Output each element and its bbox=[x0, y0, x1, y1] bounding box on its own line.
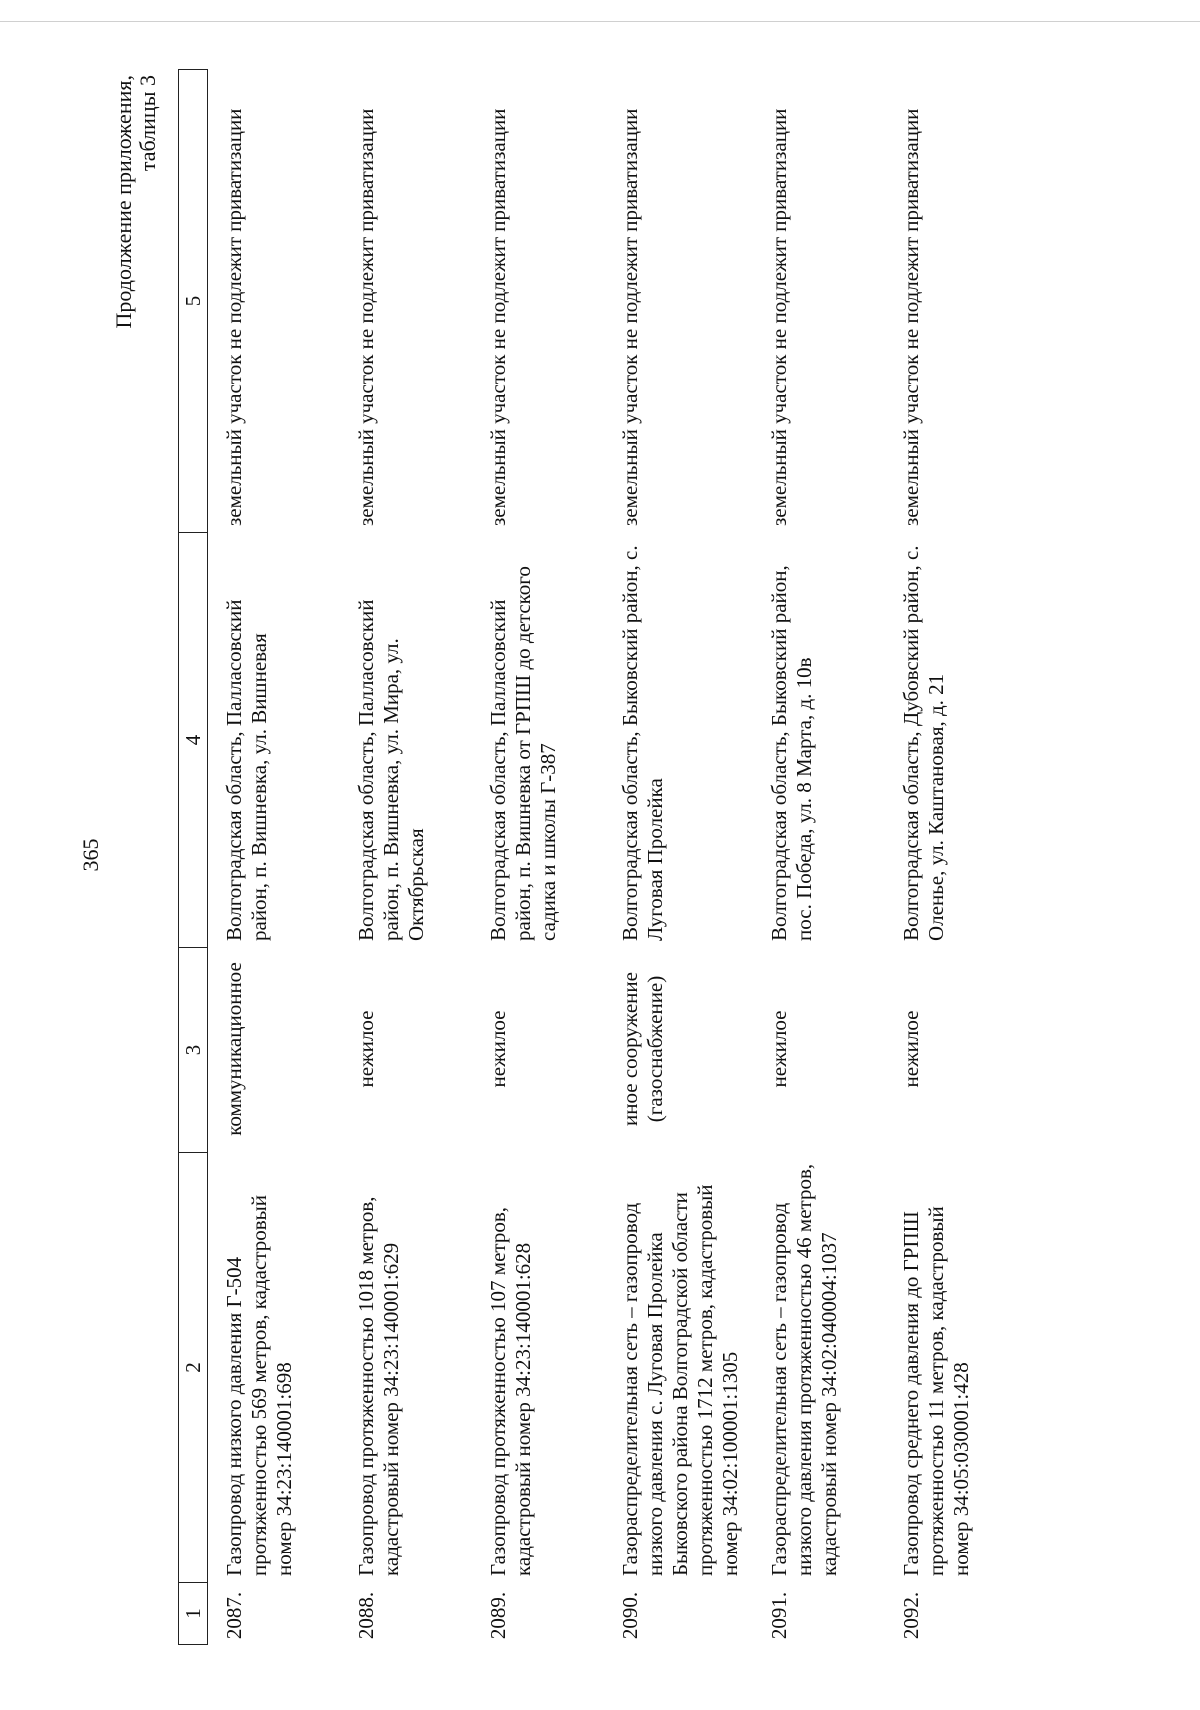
table-row bbox=[753, 70, 885, 1645]
row-number: 2092. bbox=[899, 1591, 923, 1640]
object-note: земельный участок не подлежит приватизации bbox=[767, 108, 791, 526]
row-number: 2087. bbox=[222, 1591, 246, 1640]
object-name: Газопровод протяженностью 107 метров, кадастровый номер 34:23:140001:628 bbox=[486, 1207, 535, 1576]
object-purpose: нежилое bbox=[899, 1010, 923, 1088]
object-note: земельный участок не подлежит приватизации bbox=[354, 108, 378, 526]
object-purpose: нежилое bbox=[486, 1010, 510, 1088]
column-header-5: 5 bbox=[179, 70, 208, 533]
column-header-2: 2 bbox=[179, 1153, 208, 1583]
object-address: Волгоградская область, Быковский район, с. Луговая Пролейка bbox=[618, 545, 667, 941]
table-row bbox=[340, 70, 472, 1645]
continuation-line-1: Продолжение приложения, bbox=[111, 75, 136, 329]
continuation-note bbox=[112, 75, 160, 328]
object-note: земельный участок не подлежит приватизации bbox=[222, 108, 246, 526]
object-address: Волгоградская область, Дубовский район, с. Оленье, ул. Каштановая, д. 21 bbox=[899, 545, 948, 941]
scan-edge-line bbox=[0, 21, 1200, 22]
object-name: Газопровод протяженностью 1018 метров, кадастровый номер 34:23:140001:629 bbox=[354, 1196, 403, 1576]
object-note: земельный участок не подлежит приватизации bbox=[899, 108, 923, 526]
object-name: Газопровод среднего давления до ГРПШ протяженностью 11 метров, кадастровый номер 34:05:030001:428 bbox=[899, 1206, 973, 1576]
object-purpose: нежилое bbox=[767, 1010, 791, 1088]
table-row bbox=[885, 70, 1017, 1645]
table-row bbox=[604, 70, 753, 1645]
object-note: земельный участок не подлежит приватизации bbox=[486, 108, 510, 526]
object-address: Волгоградская область, Быковский район, пос. Победа, ул. 8 Марта, д. 10в bbox=[767, 565, 816, 941]
object-address: Волгоградская область, Палласовский район, п. Вишневка, ул. Вишневая bbox=[222, 599, 271, 941]
object-note: земельный участок не подлежит приватизации bbox=[618, 108, 642, 526]
row-number: 2090. bbox=[618, 1591, 642, 1640]
column-header-3: 3 bbox=[179, 948, 208, 1153]
object-purpose: нежилое bbox=[354, 1010, 378, 1088]
column-header-4: 4 bbox=[179, 533, 208, 948]
continuation-line-2: таблицы 3 bbox=[135, 75, 160, 172]
row-number: 2088. bbox=[354, 1591, 378, 1640]
row-number: 2091. bbox=[767, 1591, 791, 1640]
property-table bbox=[178, 69, 1017, 1645]
table-header-row bbox=[179, 70, 208, 1645]
table-row bbox=[208, 70, 341, 1645]
object-address: Волгоградская область, Палласовский район, п. Вишневка, ул. Мира, ул. Октябрьская bbox=[354, 599, 428, 941]
object-address: Волгоградская область, Палласовский район, п. Вишневка от ГРПШ до детского садика и школы Г-387 bbox=[486, 566, 560, 941]
table-row bbox=[472, 70, 604, 1645]
page-number: 365 bbox=[78, 838, 103, 872]
row-number: 2089. bbox=[486, 1591, 510, 1640]
object-purpose: иное сооружение (газоснабжение) bbox=[618, 972, 667, 1126]
object-name: Газораспределительная сеть – газопровод низкого давления с. Луговая Пролейка Быковского района Волгоградской области протяженностью 1712 метров, кадастровый номер 34:02:100001:1305 bbox=[618, 1184, 742, 1576]
column-header-1: 1 bbox=[179, 1583, 208, 1645]
object-name: Газопровод низкого давления Г-504 протяженностью 569 метров, кадастровый номер 34:23:140001:698 bbox=[222, 1194, 296, 1576]
object-purpose: коммуникационное bbox=[222, 962, 246, 1136]
object-name: Газораспределительная сеть – газопровод низкого давления протяженностью 46 метров, кадастровый номер 34:02:040004:1037 bbox=[767, 1163, 841, 1576]
